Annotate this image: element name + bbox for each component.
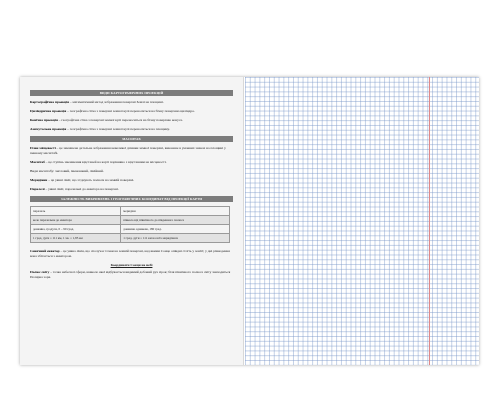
projections-heading: ВИДИ КАРТОГРАФІЧНИХ ПРОЕКЦІЙ [30, 90, 233, 96]
table-row [31, 216, 230, 225]
definition-paragraph [30, 178, 233, 183]
definition-text: – географічна сітка з поверхні земної кулі переноситься на площину. [66, 127, 170, 132]
table-heading: ЗАЛЕЖНІСТЬ ВИКРИВЛЕНЬ І ГЕОГРАФІЧНИХ КООРДИНАТ ВІД ПРОЕКЦІЇ КАРТИ [30, 196, 233, 202]
definition-term: Азимутальна проекція [30, 127, 67, 132]
definition-paragraph [30, 127, 233, 132]
definition-term: Конічна проекція [30, 118, 58, 123]
page-content [30, 90, 233, 284]
definition-paragraph [30, 118, 233, 123]
table-cell: паралель [31, 207, 121, 216]
definition-term: План місцевості [30, 146, 56, 151]
definition-paragraph [30, 146, 233, 155]
info-page [20, 77, 244, 365]
definition-paragraph [30, 160, 233, 165]
definition-term: Циліндрична проекція [30, 109, 67, 114]
table-row [31, 225, 230, 234]
definition-paragraph [30, 169, 233, 174]
definition-text: – це ступінь зменшення відстаней на карті порівняно з відстанями на місцевості. [44, 160, 167, 165]
definition-text: – це уявні лінії, що з'єднують полюси на земній поверхні. [47, 178, 135, 183]
table-cell: півколо від північного до південного полюса [121, 216, 230, 225]
table-cell: 1 град. дуги = 111 км, 1 хв. = 1,85 км [31, 234, 121, 243]
table-cell: 1 град. дуги = 111 км на всіх меридіанах [121, 234, 230, 243]
definition-text: – географічна сітка з поверхні земної кулі переноситься на бічну поверхню циліндра. [66, 109, 195, 114]
definition-term: Сонячний екватор [30, 249, 60, 254]
margin-line [429, 77, 430, 365]
definition-term: Меридіани [30, 178, 48, 183]
coordinates-table [30, 206, 230, 243]
definition-term: Масштаб [30, 160, 45, 165]
definition-paragraph [30, 109, 233, 114]
table-cell: коло паралельне до екватора [31, 216, 121, 225]
definition-text: – уявні лінії, паралельні до екватора на поверхні. [44, 187, 119, 192]
definition-text: Види масштабу: числовий, іменований, лінійний. [30, 169, 104, 174]
table-row [31, 234, 230, 243]
definition-text: – це уявна лінія, що сполучає точки на земній поверхні, над якими Сонце опівдні стоїть у зеніті; у дні рівнодення вона збігається з екватором. [30, 249, 230, 259]
notebook-spread [20, 77, 479, 365]
definition-text: – це зменшене детальне зображення невеликої ділянки земної поверхні, виконане в умовних знаках на площині у певному масштабі. [30, 146, 226, 155]
table-cell: меридіан [121, 207, 230, 216]
definition-paragraph [30, 270, 233, 279]
bottom-heading: Координати Сонця на небі [110, 263, 153, 268]
definition-term: Полюс світу [30, 270, 50, 275]
definition-paragraph [30, 100, 233, 105]
definition-text: – точка небесної сфери, навколо якої відбувається видимий добовий рух зірок; біля північного полюса світу знаходиться Полярна зоря. [30, 270, 231, 279]
definition-term: Паралелі [30, 187, 45, 192]
definition-text: – географічна сітка з поверхні земної кулі переноситься на бічну поверхню конуса. [57, 118, 183, 123]
definition-text: – математичний метод зображення поверхні Землі на площині. [69, 100, 164, 104]
definition-term: Картографічна проекція [30, 100, 70, 104]
table-row [31, 207, 230, 216]
grid-page [245, 77, 479, 365]
scale-heading: МАСШТАБ [30, 136, 233, 142]
definition-paragraph [30, 187, 233, 192]
table-cell: довжина, градуси, 0 – 90 град. [31, 225, 121, 234]
table-cell: довжина однакова, 180 град. [121, 225, 230, 234]
definition-paragraph [30, 249, 233, 258]
